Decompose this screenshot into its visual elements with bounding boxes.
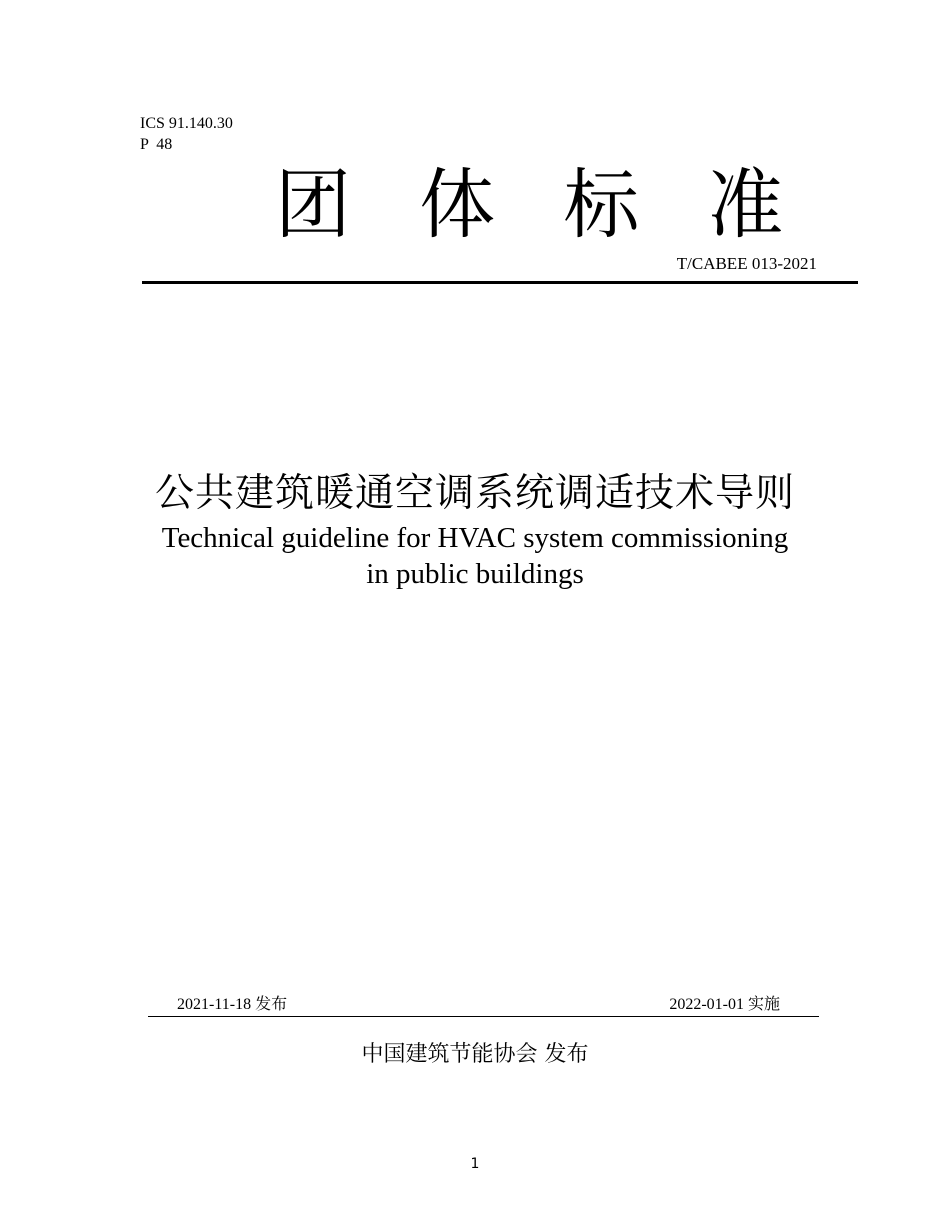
document-title-chinese: 公共建筑暖通空调系统调适技术导则	[154, 471, 795, 516]
top-divider	[142, 281, 858, 284]
ics-code: ICS 91.140.30	[140, 115, 233, 132]
page-number: 1	[470, 1156, 480, 1172]
publisher: 中国建筑节能协会 发布	[361, 1042, 589, 1067]
document-title-english	[0, 520, 950, 592]
english-title-line-2: in public buildings	[366, 558, 584, 590]
issue-date: 2021-11-18 发布	[177, 996, 288, 1013]
english-title-line-1: Technical guideline for HVAC system commissioning	[161, 522, 789, 554]
ccs-code: P 48	[140, 136, 173, 153]
implementation-date: 2022-01-01 实施	[669, 996, 780, 1013]
standard-number: T/CABEE 013-2021	[676, 254, 817, 273]
standard-category-title: 团 体 标 准	[275, 160, 806, 249]
bottom-divider	[148, 1016, 819, 1017]
